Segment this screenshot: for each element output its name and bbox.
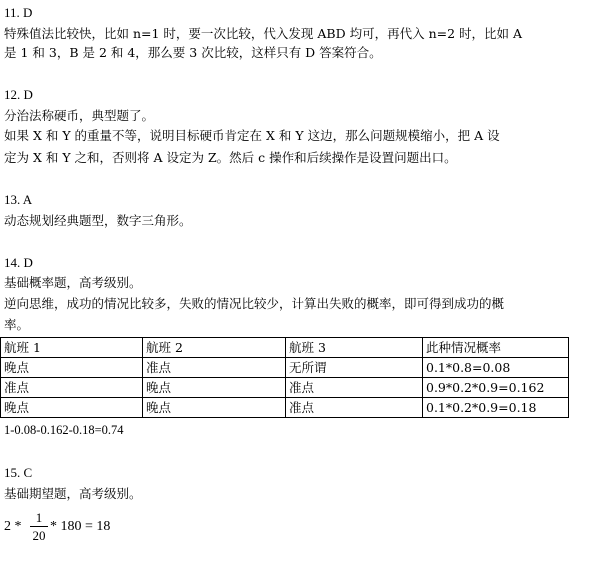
table-header-cell: 航班 2	[143, 338, 286, 358]
formula-fraction	[30, 511, 48, 544]
table-cell: 晚点	[1, 398, 143, 418]
q13-header: 13. A	[4, 192, 33, 207]
formula-suffix: * 180 = 18	[50, 519, 111, 534]
table-cell: 晚点	[143, 378, 286, 398]
table-header-cell: 航班 1	[1, 338, 143, 358]
table-row	[1, 378, 569, 398]
q12-explanation-line-2: 如果 X 和 Y 的重量不等，说明目标硬币肯定在 X 和 Y 这边，那么问题规模缩小，把 A 设	[4, 128, 500, 143]
formula-prefix: 2 *	[4, 519, 22, 534]
q12-explanation-line-1: 分治法称硬币，典型题了。	[4, 108, 155, 123]
q11-header: 11. D	[4, 5, 33, 20]
table-row	[1, 398, 569, 418]
table-cell: 准点	[286, 398, 423, 418]
q15-header: 15. C	[4, 465, 33, 480]
table-header-cell: 此种情况概率	[423, 338, 569, 358]
table-cell: 无所谓	[286, 358, 423, 378]
flight-probability-table	[0, 337, 569, 418]
table-header-cell: 航班 3	[286, 338, 423, 358]
table-cell: 准点	[286, 378, 423, 398]
q12-header: 12. D	[4, 87, 33, 102]
q14-explanation-line-1: 基础概率题，高考级别。	[4, 275, 142, 290]
q11-explanation-line-2: 是 1 和 3，B 是 2 和 4，那么要 3 次比较，这样只有 D 答案符合。	[4, 45, 382, 60]
q14-explanation-line-3: 率。	[4, 317, 30, 332]
table-cell: 晚点	[1, 358, 143, 378]
table-cell: 准点	[1, 378, 143, 398]
q14-header: 14. D	[4, 255, 33, 270]
table-cell: 0.9*0.2*0.9=0.162	[423, 378, 569, 398]
q13-explanation-line-1: 动态规划经典题型，数字三角形。	[4, 213, 192, 228]
q14-explanation-line-2: 逆向思维，成功的情况比较多，失败的情况比较少，计算出失败的概率，即可得到成功的概	[4, 296, 505, 311]
q15-explanation-line-1: 基础期望题，高考级别。	[4, 486, 142, 501]
table-row	[1, 358, 569, 378]
fraction-bar	[30, 526, 48, 527]
q14-result: 1-0.08-0.162-0.18=0.74	[4, 423, 124, 437]
table-cell: 准点	[143, 358, 286, 378]
table-cell: 0.1*0.8=0.08	[423, 358, 569, 378]
table-cell: 晚点	[143, 398, 286, 418]
fraction-denominator: 20	[32, 528, 46, 543]
table-header-row	[1, 338, 569, 358]
fraction-numerator: 1	[35, 510, 43, 525]
q12-explanation-line-3: 定为 X 和 Y 之和，否则将 A 设定为 Z。然后 c 操作和后续操作是设置问题出口。	[4, 150, 457, 165]
table-cell: 0.1*0.2*0.9=0.18	[423, 398, 569, 418]
q11-explanation-line-1: 特殊值法比较快，比如 n=1 时，要一次比较，代入发现 ABD 均可，再代入 n=2 时，比如 A	[4, 26, 523, 41]
